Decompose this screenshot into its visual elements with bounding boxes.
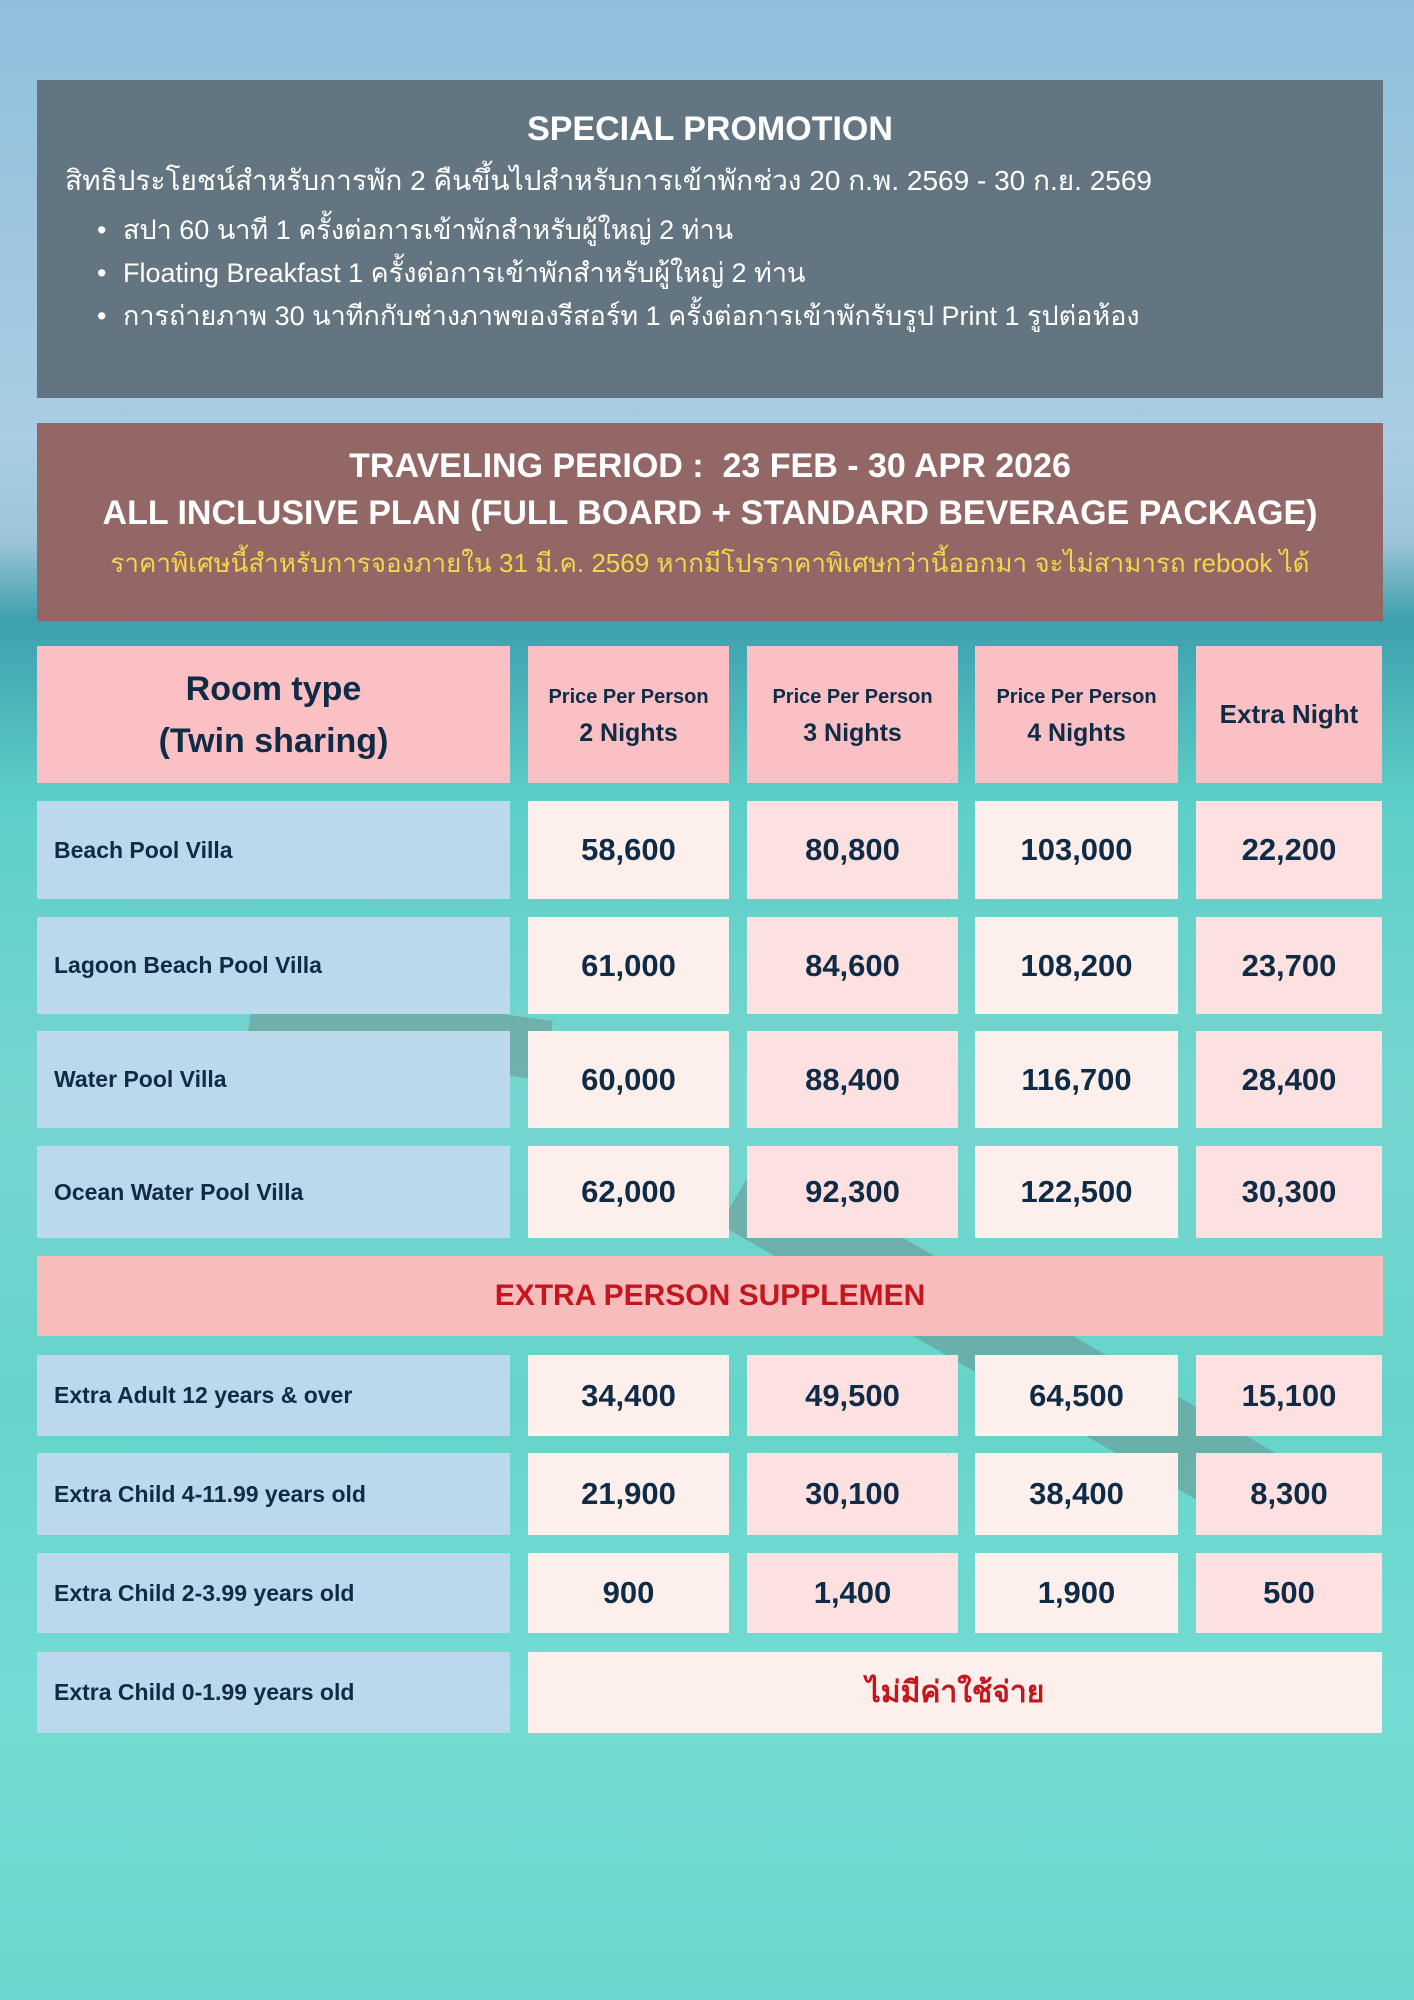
price-3-nights: 30,100 [747, 1453, 958, 1535]
room-type-cell: Ocean Water Pool Villa [37, 1146, 510, 1238]
plan-title: ALL INCLUSIVE PLAN (FULL BOARD + STANDARD BEVERAGE PACKAGE) [102, 494, 1318, 532]
price-4-nights: 108,200 [975, 917, 1178, 1014]
header-ppp: Price Per Person [772, 685, 933, 708]
room-type-cell: Lagoon Beach Pool Villa [37, 917, 510, 1014]
header-nights: 4 Nights [1027, 718, 1126, 747]
header-2-nights [528, 646, 729, 783]
promotion-title: SPECIAL PROMOTION [527, 110, 893, 148]
list-item: • Floating Breakfast 1 ครั้งต่อการเข้าพักสำหรับผู้ใหญ่ 2 ท่าน [97, 258, 806, 288]
price-extra-night: 28,400 [1196, 1031, 1382, 1128]
price-4-nights: 1,900 [975, 1553, 1178, 1633]
price-4-nights: 116,700 [975, 1031, 1178, 1128]
list-item: • สปา 60 นาที 1 ครั้งต่อการเข้าพักสำหรับผู้ใหญ่ 2 ท่าน [97, 215, 734, 245]
price-3-nights: 88,400 [747, 1031, 958, 1128]
header-ppp: Price Per Person [548, 685, 709, 708]
traveling-period-panel [37, 423, 1383, 621]
price-2-nights: 60,000 [528, 1031, 729, 1128]
room-type-cell: Extra Child 0-1.99 years old [37, 1652, 510, 1733]
price-2-nights: 61,000 [528, 917, 729, 1014]
list-item: • การถ่ายภาพ 30 นาทีกกับช่างภาพของรีสอร์ท 1 ครั้งต่อการเข้าพักรับรูป Print 1 รูปต่อห้อง [97, 301, 1140, 331]
price-extra-night: 23,700 [1196, 917, 1382, 1014]
header-extra-night: Extra Night [1196, 646, 1382, 783]
room-type-cell: Extra Child 4-11.99 years old [37, 1453, 510, 1535]
price-3-nights: 80,800 [747, 801, 958, 899]
price-3-nights: 1,400 [747, 1553, 958, 1633]
room-type-cell: Beach Pool Villa [37, 801, 510, 899]
price-extra-night: 8,300 [1196, 1453, 1382, 1535]
price-extra-night: 500 [1196, 1553, 1382, 1633]
header-ppp: Price Per Person [996, 685, 1157, 708]
header-room-type-label: Room type [185, 669, 362, 708]
promotion-lead: สิทธิประโยชน์สำหรับการพัก 2 คืนขึ้นไปสำหรับการเข้าพักช่วง 20 ก.พ. 2569 - 30 ก.ย. 2569 [65, 165, 1152, 196]
price-2-nights: 900 [528, 1553, 729, 1633]
price-extra-night: 30,300 [1196, 1146, 1382, 1238]
header-nights: 3 Nights [803, 718, 902, 747]
promotion-list [37, 209, 1383, 338]
price-2-nights: 21,900 [528, 1453, 729, 1535]
extra-person-supplement-banner: EXTRA PERSON SUPPLEMEN [37, 1256, 1383, 1336]
room-type-cell: Extra Child 2-3.99 years old [37, 1553, 510, 1633]
price-2-nights: 58,600 [528, 801, 729, 899]
price-3-nights: 92,300 [747, 1146, 958, 1238]
list-item-text: การถ่ายภาพ 30 นาทีกกับช่างภาพของรีสอร์ท 1 ครั้งต่อการเข้าพักรับรูป Print 1 รูปต่อห้อง [123, 301, 1140, 331]
header-4-nights [975, 646, 1178, 783]
price-4-nights: 38,400 [975, 1453, 1178, 1535]
price-extra-night: 15,100 [1196, 1355, 1382, 1436]
list-item-text: สปา 60 นาที 1 ครั้งต่อการเข้าพักสำหรับผู้ใหญ่ 2 ท่าน [123, 215, 734, 245]
header-room-sub-label: (Twin sharing) [158, 721, 389, 760]
price-extra-night: 22,200 [1196, 801, 1382, 899]
price-2-nights: 62,000 [528, 1146, 729, 1238]
header-room-type [37, 646, 510, 783]
price-2-nights: 34,400 [528, 1355, 729, 1436]
special-promotion-panel [37, 80, 1383, 398]
traveling-period: TRAVELING PERIOD : 23 FEB - 30 APR 2026 [349, 447, 1071, 485]
header-3-nights [747, 646, 958, 783]
price-4-nights: 64,500 [975, 1355, 1178, 1436]
price-4-nights: 122,500 [975, 1146, 1178, 1238]
room-type-cell: Extra Adult 12 years & over [37, 1355, 510, 1436]
free-of-charge-cell: ไม่มีค่าใช้จ่าย [528, 1652, 1382, 1733]
price-4-nights: 103,000 [975, 801, 1178, 899]
header-nights: 2 Nights [579, 718, 678, 747]
room-type-cell: Water Pool Villa [37, 1031, 510, 1128]
price-3-nights: 84,600 [747, 917, 958, 1014]
list-item-text: Floating Breakfast 1 ครั้งต่อการเข้าพักสำหรับผู้ใหญ่ 2 ท่าน [123, 258, 806, 288]
booking-note: ราคาพิเศษนี้สำหรับการจองภายใน 31 มี.ค. 2569 หากมีโปรราคาพิเศษกว่านี้ออกมา จะไม่สามารถ rebook ได้ [110, 548, 1310, 578]
price-3-nights: 49,500 [747, 1355, 958, 1436]
